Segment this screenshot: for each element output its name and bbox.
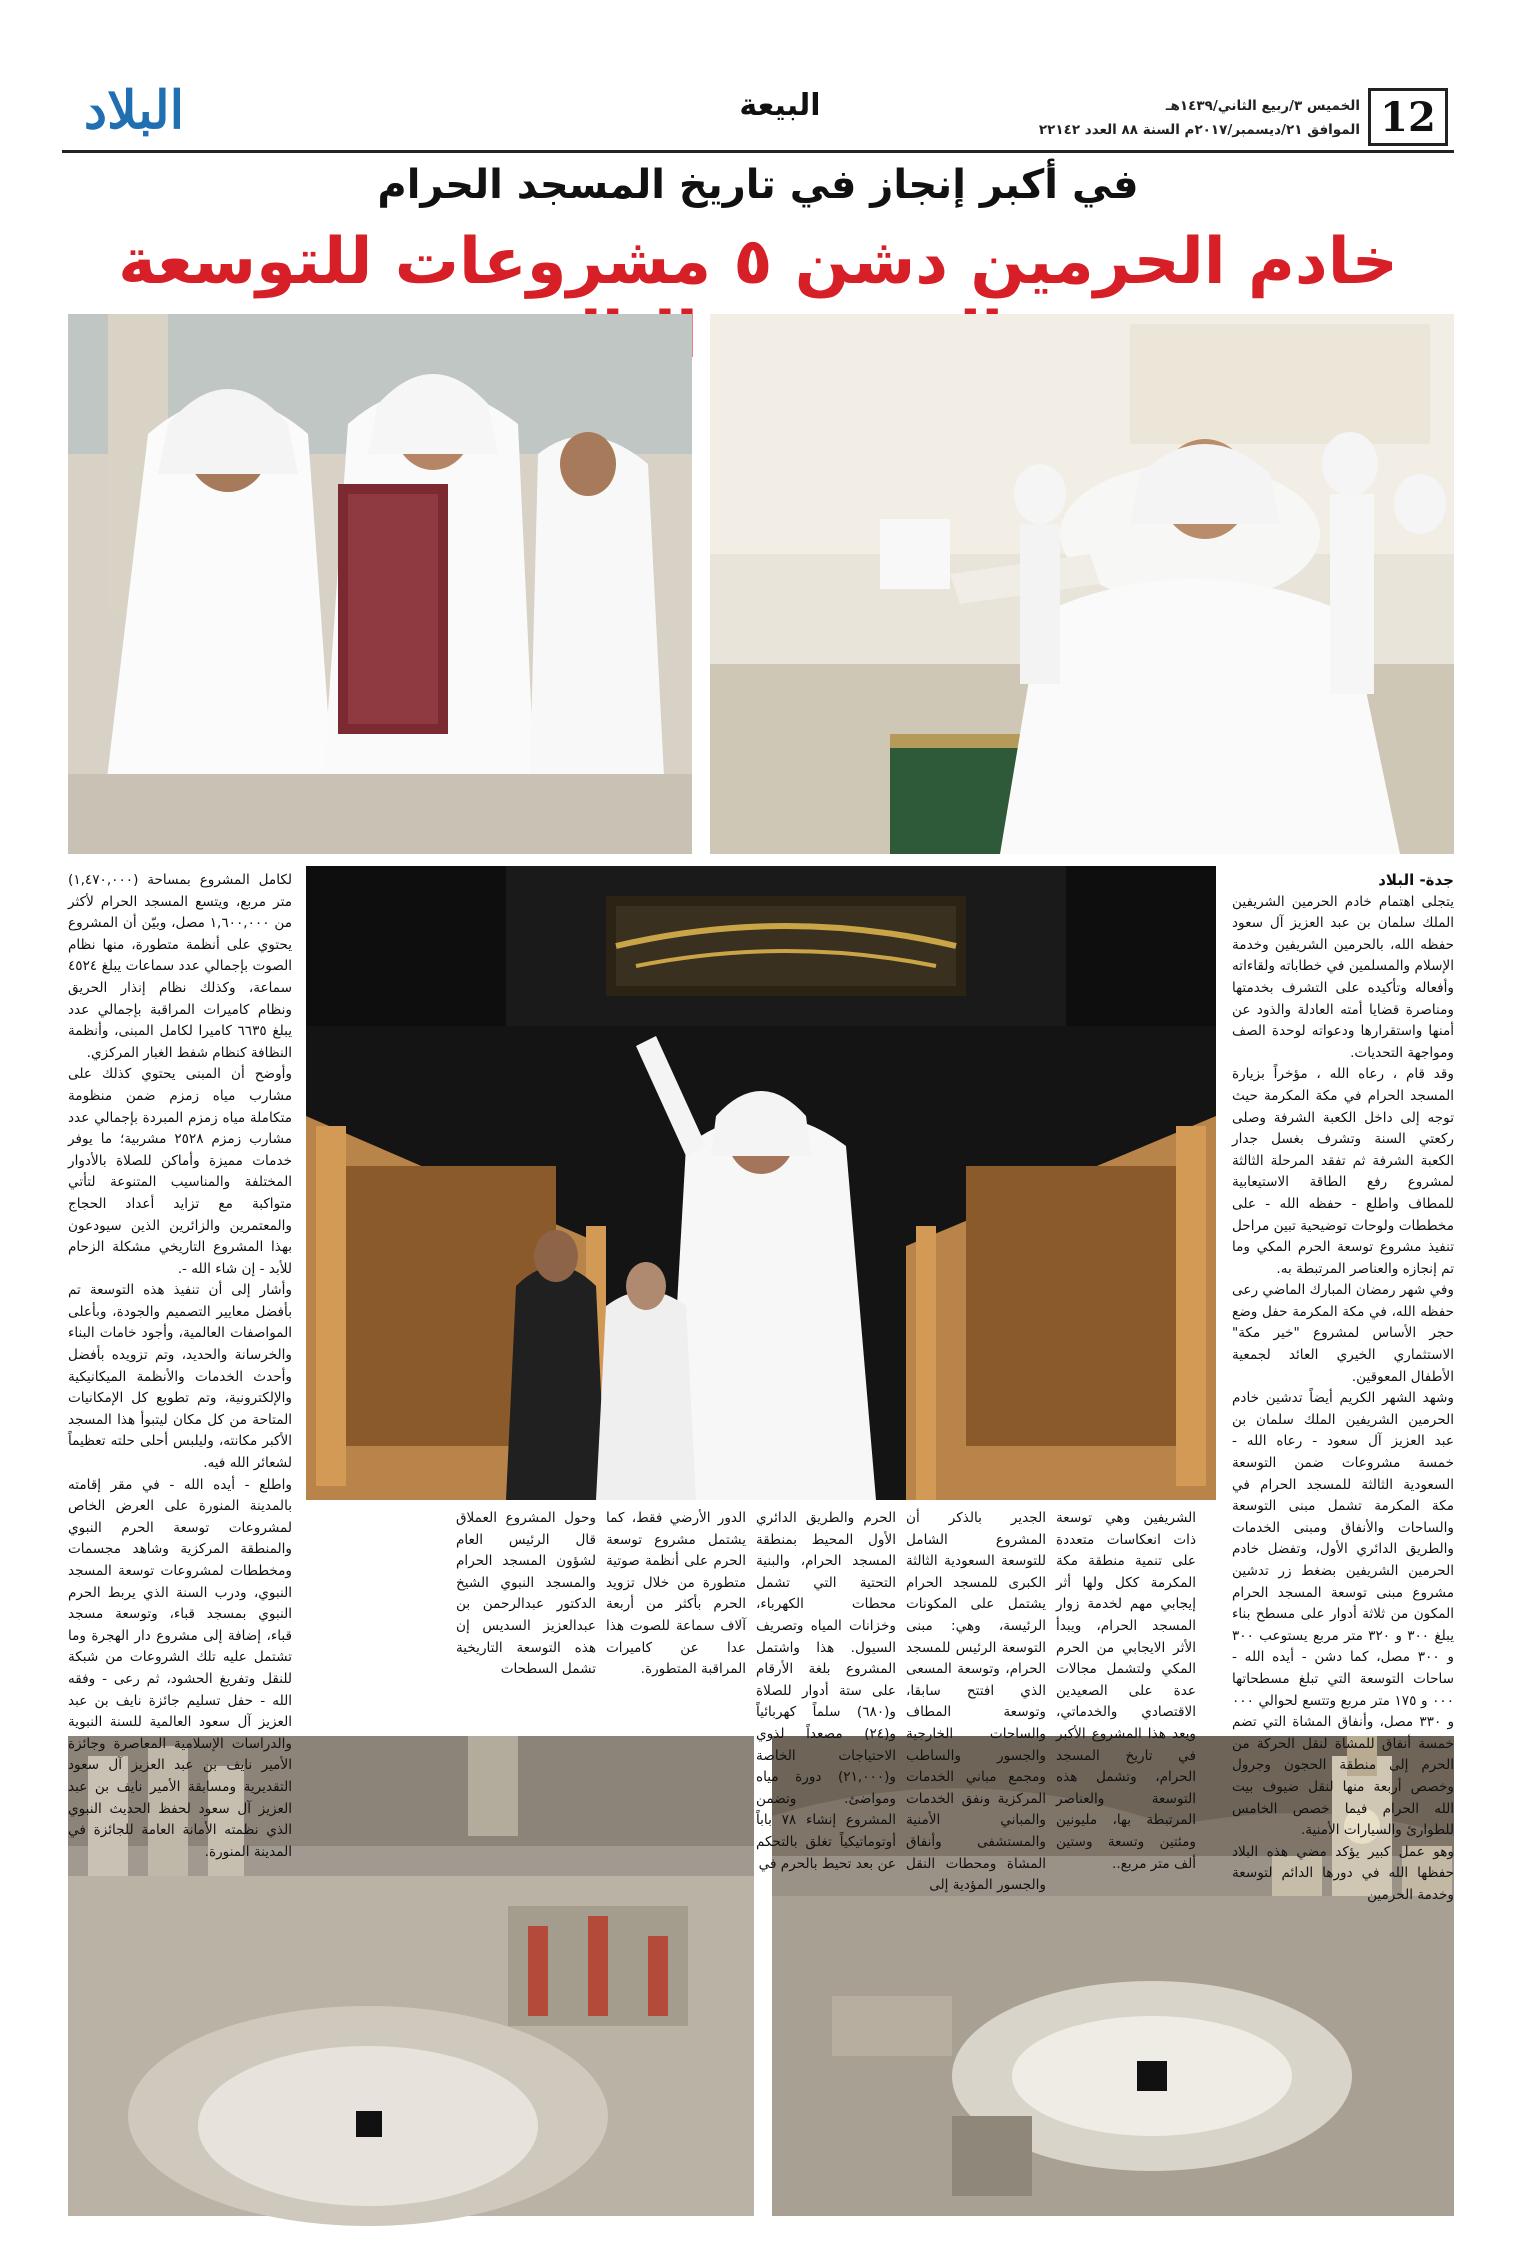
article-column-mid-3: الحرم والطريق الدائري الأول المحيط بمنطقة المسجد الحرام، والبنية التحتية التي تشمل محطات الكهرباء، وخزانات المياه وتصريف السيول. هذا واشتمل المشروع بلغة الأرقام على ستة أدوار للصلاة و(٦٨٠) سلماً كهربائياً و(٢٤) مصعداً لذوي الاحتياجات الخاصة و(٢١,٠٠٠) دورة مياه ومواضئ. وتضمن المشروع إنشاء ٧٨ باباً أوتوماتيكياً تغلق بالتحكم عن بعد تحيط بالحرم في (756, 1510, 896, 1872)
article-paragraph: وأوضح أن المبنى يحتوي كذلك على مشارب مياه زمزم ضمن منظومة متكاملة مياه زمزم المبردة بإجمالي عدد مشارب زمزم ٢٥٢٨ مشربية؛ ما يوفر خدمات مميزة وأماكن للصلاة بالأدوار المختلفة والمناسيب المتنوعة لتأتي متواكبة مع تزايد أعداد الحجاج والمعتمرين والزائرين الذين سيودعون بهذا المشروع التاريخي مشكلة الزحام للأبد - إن شاء الله -. (68, 1066, 292, 1277)
photo-king-praying (68, 314, 692, 854)
page-number: 12 (1368, 88, 1448, 146)
article-column-mid-1: الشريفين وهي توسعة ذات انعكاسات متعددة على تنمية منطقة مكة المكرمة ككل ولها أثر إيجابي مهم لخدمة زوار المسجد الحرام، ويبدأ الأثر الايجابي من الحرم المكي ولتشمل مجالات عدة على الصعيدين الاقتصادي والخدماتي، ويعد هذا المشروع الأكبر في تاريخ المسجد الحرام، وتشمل هذه التوسعة والعناصر المرتبطة بها، مليونين ومئتين وتسعة وستين ألف متر مربع.. (1056, 1510, 1196, 1872)
article-paragraph: واطلع - أيده الله - في مقر إقامته بالمدينة المنورة على العرض الخاص لمشروعات توسعة الحرم النبوي والمنطقة المركزية وشاهد مجسمات ومخططات لمشروعات توسعة المسجد النبوي، ودرب السنة الذي يربط الحرم النبوي بمسجد قباء، وتوسعة مسجد قباء، إضافة إلى مشروع دار الهجرة وما تشتمل عليه تلك الشروعات من شبكة للنقل وتفريغ الحشود، ثم رعى - وفقه الله - حفل تسليم جائزة نايف بن عبد العزيز آل سعود العالمية للسنة النبوية والدراسات الإسلامية المعاصرة وجائزة الأمير نايف بن عبد العزيز آل سعود التقديرية ومسابقة الأمير نايف بن عبد العزيز آل سعود لحفظ الحديث النبوي الذي نظمته الأمانة العامة للجائزة في المدينة المنورة. (68, 1476, 292, 1860)
section-label: البيعة (739, 88, 821, 123)
main-headline: خادم الحرمين دشن ٥ مشروعات للتوسعة (118, 225, 1398, 299)
article-paragraph: وقد قام ، رعاه الله ، مؤخراً بزيارة المسجد الحرام في مكة المكرمة حيث توجه إلى داخل الكعبة الشرفة وصلى ركعتي السنة وتشرف بغسل جدار الكعبة الشرفة ثم تفقد المرحلة الثالثة لمشروع رفع الطاقة الاستيعابية للمطاف واطلع - حفظه الله - على مخططات ولوحات توضيحية تبين مراحل تنفيذ مشروع توسعة الحرم المكي وما تم إنجازه والعناصر المرتبطة به. (1232, 1066, 1454, 1277)
article-paragraph: يتجلى اهتمام خادم الحرمين الشريفين الملك سلمان بن عبد العزيز آل سعود حفظه الله، بالحرمين الشريفين وخدمة الإسلام والمسلمين في خطاباته ولقاءاته وأفعاله وتأكيده على التشرف بخدمتها ومناصرة قضايا أمته العادلة والذود عن أمنها واستقرارها ودعواته لوحدة الصف ومواجهة التحديات. (1232, 893, 1454, 1061)
article-paragraph: وفي شهر رمضان المبارك الماضي رعى حفظه الله، في مكة المكرمة حفل وضع حجر الأساس لمشروع "خير مكة" الاستثماري الخيري العائد لجمعية الأطفال المعوقين. (1232, 1282, 1454, 1385)
article-column-mid-2: الجدير بالذكر أن المشروع الشامل للتوسعة السعودية الثالثة الكبرى للمسجد الحرام يشتمل على المكونات الرئيسة، وهي: مبنى التوسعة الرئيس للمسجد الحرام، وتوسعة المسعى الذي افتتح سابقا، وتوسعة المطاف والساحات الخارجية والجسور والساطب ومجمع مباني الخدمات المركزية ونفق الخدمات والمباني الأمنية والمستشفى وأنفاق المشاة ومحطات النقل والجسور المؤدية إلى (906, 1510, 1046, 1894)
article-column-left (68, 870, 292, 1860)
article-paragraph: وهو عمل كبير يؤكد مضي هذه البلاد حفظها الله في دورها الدائم لتوسعة وخدمة الحرمين (1232, 1843, 1454, 1903)
issue-date (1030, 94, 1360, 142)
article-paragraph: وشهد الشهر الكريم أيضاً تدشين خادم الحرمين الشريفين الملك سلمان بن عبد العزيز آل سعود - رعاه الله - خمسة مشروعات ضمن التوسعة السعودية الثالثة للمسجد الحرام في مكة المكرمة تشمل مبنى التوسعة والساحات والأنفاق ومبنى الخدمات والطريق الدائري الأول، وتفضل خادم الحرمين الشريفين بضغط زر تدشين مشروع مبنى توسعة المسجد الحرام المكون من ثلاثة أدوار على مسطح بناء يبلغ ٣٠٠ و ٣٢٠ متر مربع يستوعب ٣٠٠ و ٣٠٠ مصل، كما دشن - أيده الله - ساحات التوسعة التي تبلغ مسطحاتها ٠٠٠ و ١٧٥ متر مربع وتتسع لحوالي ٠٠٠ و ٣٣٠ مصل، وأنفاق المشاة التي تضم خمسة أنفاق للمشاة لنقل الحركة من الحرم إلى منطقة الحجون وجرول وخصص أربعة منها لنقل ضيوف بيت الله الحرام فيما خصص الخامس للطوارئ والسيارات الأمنية. (1232, 1390, 1455, 1839)
article-paragraph: لكامل المشروع بمساحة (١,٤٧٠,٠٠٠) متر مربع، ويتسع المسجد الحرام لأكثر من ١,٦٠٠,٠٠٠ مصل، وبيّن أن المشروع يحتوي على أنظمة متطورة، منها نظام الصوت بإجمالي عدد سماعات يبلغ ٤٥٢٤ سماعة، وكذلك نظام إنذار الحريق ونظام كاميرات المراقبة بإجمالي عدد يبلغ ٦٦٣٥ كاميرا لكامل المبنى، وأنظمة النظافة كنظام شفط الغبار المركزي. (68, 872, 292, 1061)
photo-king-washing-kaaba (710, 314, 1454, 854)
newspaper-logo: البلاد (83, 80, 185, 141)
article-paragraph: وأشار إلى أن تنفيذ هذه التوسعة تم بأفضل معايير التصميم والجودة، وبأعلى المواصفات العالمية، وأجود خامات البناء والخرسانة والحديد، وتم تزويده بأفضل وأحدث الخدمات والأنظمة الميكانيكية والإلكترونية، وتم تطويع كل الإمكانيات المتاحة من كل مكان ليتبوأ هذا المسجد الأكبر مكانته، وليلبس أحلى حلته تعظيماً لشعائر الله فيه. (68, 1282, 292, 1472)
gregorian-date-issue: الموافق ٢١/ديسمبر/٢٠١٧م السنة ٨٨ العدد ٢٢١٤٢ (1038, 122, 1360, 138)
header-divider (62, 150, 1454, 153)
article-byline: جدة- البلاد (1378, 871, 1454, 889)
hijri-date: الخميس ٣/ربيع الثاني/١٤٣٩هـ (1165, 98, 1360, 114)
article-column-right (1232, 870, 1455, 1903)
article-column-mid-5: وحول المشروع العملاق قال الرئيس العام لشؤون المسجد الحرام والمسجد النبوي الشيخ الدكتور عبدالرحمن بن عبدالعزيز السديس إن هذه التوسعة التاريخية تشمل السطحات (456, 1510, 596, 1678)
article-column-mid-4: الدور الأرضي فقط، كما يشتمل مشروع توسعة الحرم على أنظمة صوتية متطورة من خلال تزويد الحرم بأكثر من أربعة آلاف سماعة للصوت هذا عدا عن كاميرات المراقبة المتطورة. (606, 1510, 746, 1678)
photo-king-waving-kaaba (306, 866, 1216, 1500)
headline-kicker: في أكبر إنجاز في تاريخ المسجد الحرام (377, 162, 1139, 208)
